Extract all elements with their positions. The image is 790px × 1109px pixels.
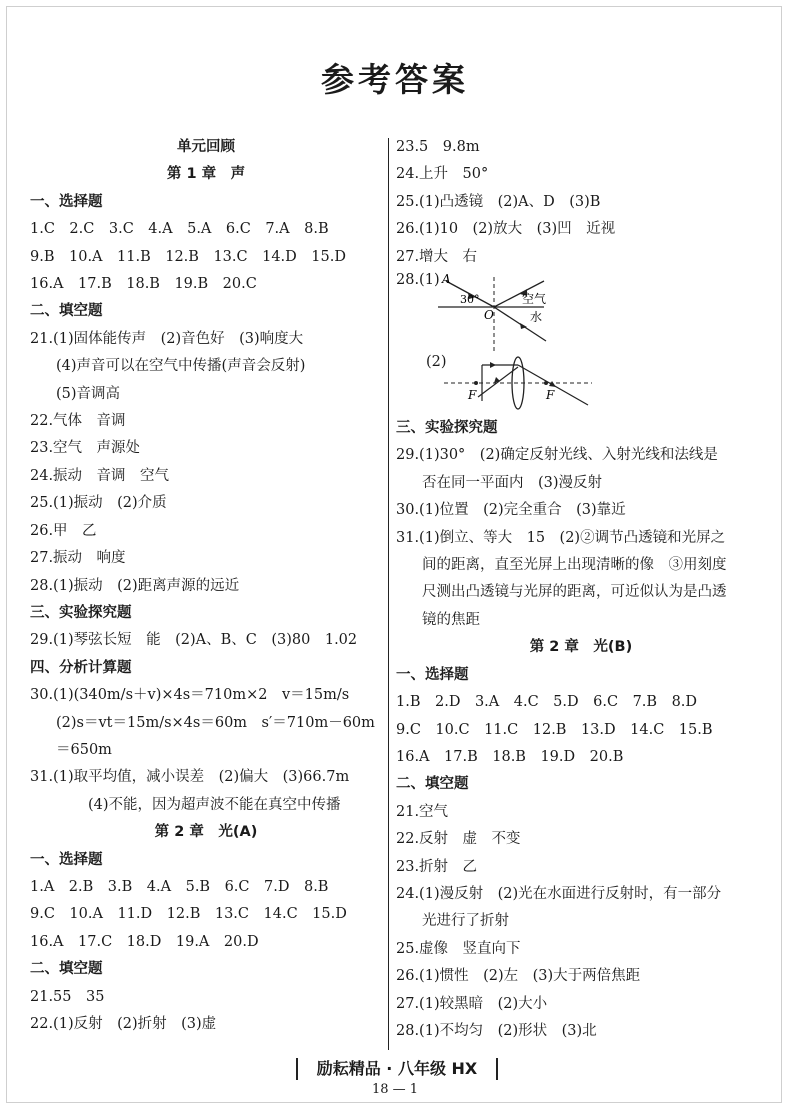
answer-line: 23.空气 声源处 xyxy=(30,440,141,457)
answer-line: 16.A 17.B 18.B 19.B 20.C xyxy=(30,276,257,293)
lens-diagram xyxy=(396,353,766,415)
answer-line: 26.(1)10 (2)放大 (3)凹 近视 xyxy=(396,221,616,238)
chapter-heading: 第 2 章 光(B) xyxy=(529,639,633,656)
answer-line: 25.虚像 竖直向下 xyxy=(396,940,521,957)
right-column xyxy=(396,134,766,1045)
point-o: O xyxy=(484,308,494,323)
answer-line: 21.55 35 xyxy=(30,988,105,1005)
chapter-heading: 单元回顾 xyxy=(177,139,235,155)
answer-line: 26.甲 乙 xyxy=(30,522,97,539)
section-heading: 四、分析计算题 xyxy=(30,659,132,676)
answer-line: 22.反射 虚 不变 xyxy=(396,831,521,848)
section-heading: 二、填空题 xyxy=(396,776,469,793)
answer-line: 31.(1)取平均值，减小误差 (2)偏大 (3)66.7m xyxy=(30,769,350,786)
answer-line: 28.(1)不均匀 (2)形状 (3)北 xyxy=(396,1022,597,1039)
footer-brand: 励耘精品 · 八年级 HX xyxy=(296,1058,498,1080)
answer-line: 24.(1)漫反射 (2)光在水面进行反射时，有一部分 xyxy=(396,885,722,902)
page-number: 18 — 1 xyxy=(371,1082,419,1097)
section-heading: 二、填空题 xyxy=(30,303,103,320)
focus-left-label: F xyxy=(468,388,477,403)
section-heading: 三、实验探究题 xyxy=(396,420,498,437)
answer-line: 16.A 17.C 18.D 19.A 20.D xyxy=(30,933,259,950)
answer-line: 1.C 2.C 3.C 4.A 5.A 6.C 7.A 8.B xyxy=(30,221,329,238)
medium-water: 水 xyxy=(530,310,543,325)
point-a: A xyxy=(442,272,451,287)
answer-line: 16.A 17.B 18.B 19.D 20.B xyxy=(396,748,624,765)
lens-svg xyxy=(396,353,766,415)
answer-line: 光进行了折射 xyxy=(422,913,509,930)
answer-line: 镜的焦距 xyxy=(422,611,480,628)
answer-line: 尺测出凸透镜与光屏的距离，可近似认为是凸透 xyxy=(422,584,727,601)
section-heading: 一、选择题 xyxy=(396,666,469,683)
answer-line: (5)音调高 xyxy=(56,385,121,402)
answer-line: 28.(1)振动 (2)距离声源的远近 xyxy=(30,577,240,594)
left-column xyxy=(30,134,382,1038)
answer-line: 27.增大 右 xyxy=(396,248,478,265)
answer-line: 24.振动 音调 空气 xyxy=(30,467,170,484)
chapter-heading: 第 1 章 声 xyxy=(166,166,246,183)
refraction-svg xyxy=(396,271,766,353)
chapter-heading: 第 2 章 光(A) xyxy=(154,824,258,841)
answer-line: 29.(1)琴弦长短 能 (2)A、B、C (3)80 1.02 xyxy=(30,632,358,649)
arrow-1 xyxy=(490,362,496,368)
answer-line: 否在同一平面内 (3)漫反射 xyxy=(422,474,603,491)
answer-line: 1.B 2.D 3.A 4.C 5.D 6.C 7.B 8.D xyxy=(396,694,698,711)
answer-line: (4)不能，因为超声波不能在真空中传播 xyxy=(88,796,341,813)
section-heading: 一、选择题 xyxy=(30,193,103,210)
medium-air: 空气 xyxy=(522,292,547,307)
column-divider xyxy=(388,138,389,1050)
diagram-label: (2) xyxy=(426,354,447,371)
answer-line: 21.空气 xyxy=(396,803,449,820)
page-title: 参考答案 xyxy=(321,60,469,99)
section-heading: 三、实验探究题 xyxy=(30,604,132,621)
answer-line: 27.振动 响度 xyxy=(30,550,126,567)
answer-line: 9.C 10.C 11.C 12.B 13.D 14.C 15.B xyxy=(396,721,713,738)
answer-line: 间的距离，直至光屏上出现清晰的像 ③用刻度 xyxy=(422,557,727,574)
answer-line: 24.上升 50° xyxy=(396,166,489,183)
answer-line: 23.5 9.8m xyxy=(396,139,480,155)
section-heading: 一、选择题 xyxy=(30,851,103,868)
diagram-label: 28.(1) xyxy=(396,272,440,289)
answer-line: 26.(1)惯性 (2)左 (3)大于两倍焦距 xyxy=(396,968,641,985)
answer-line: ＝650m xyxy=(56,741,112,758)
section-heading: 二、填空题 xyxy=(30,961,103,978)
focus-right xyxy=(544,381,548,385)
answer-line: 27.(1)较黑暗 (2)大小 xyxy=(396,995,548,1012)
answer-line: 31.(1)倒立、等大 15 (2)②调节凸透镜和光屏之 xyxy=(396,529,726,546)
focus-left xyxy=(474,381,478,385)
answer-line: 9.C 10.A 11.D 12.B 13.C 14.C 15.D xyxy=(30,906,347,923)
answer-line: 25.(1)凸透镜 (2)A、D (3)B xyxy=(396,193,601,210)
answer-line: 30.(1)(340m/s＋v)×4s＝710m×2 v＝15m/s xyxy=(30,687,350,704)
answer-line: (4)声音可以在空气中传播(声音会反射) xyxy=(56,358,306,375)
answer-line: (2)s＝vt＝15m/s×4s＝60m s′＝710m－60m xyxy=(56,714,375,731)
focus-right-label: F xyxy=(546,388,555,403)
answer-line: 22.(1)反射 (2)折射 (3)虚 xyxy=(30,1016,217,1032)
answer-line: 30.(1)位置 (2)完全重合 (3)靠近 xyxy=(396,502,626,519)
angle-label: 30° xyxy=(460,293,480,307)
answer-line: 21.(1)固体能传声 (2)音色好 (3)响度大 xyxy=(30,330,304,347)
answer-line: 1.A 2.B 3.B 4.A 5.B 6.C 7.D 8.B xyxy=(30,878,329,895)
answer-line: 22.气体 音调 xyxy=(30,413,126,430)
answer-line: 9.B 10.A 11.B 12.B 13.C 14.D 15.D xyxy=(30,248,346,265)
answer-line: 29.(1)30° (2)确定反射光线、入射光线和法线是 xyxy=(396,447,718,464)
refraction-diagram xyxy=(396,271,766,353)
answer-line: 23.折射 乙 xyxy=(396,858,478,875)
answer-line: 25.(1)振动 (2)介质 xyxy=(30,495,167,512)
